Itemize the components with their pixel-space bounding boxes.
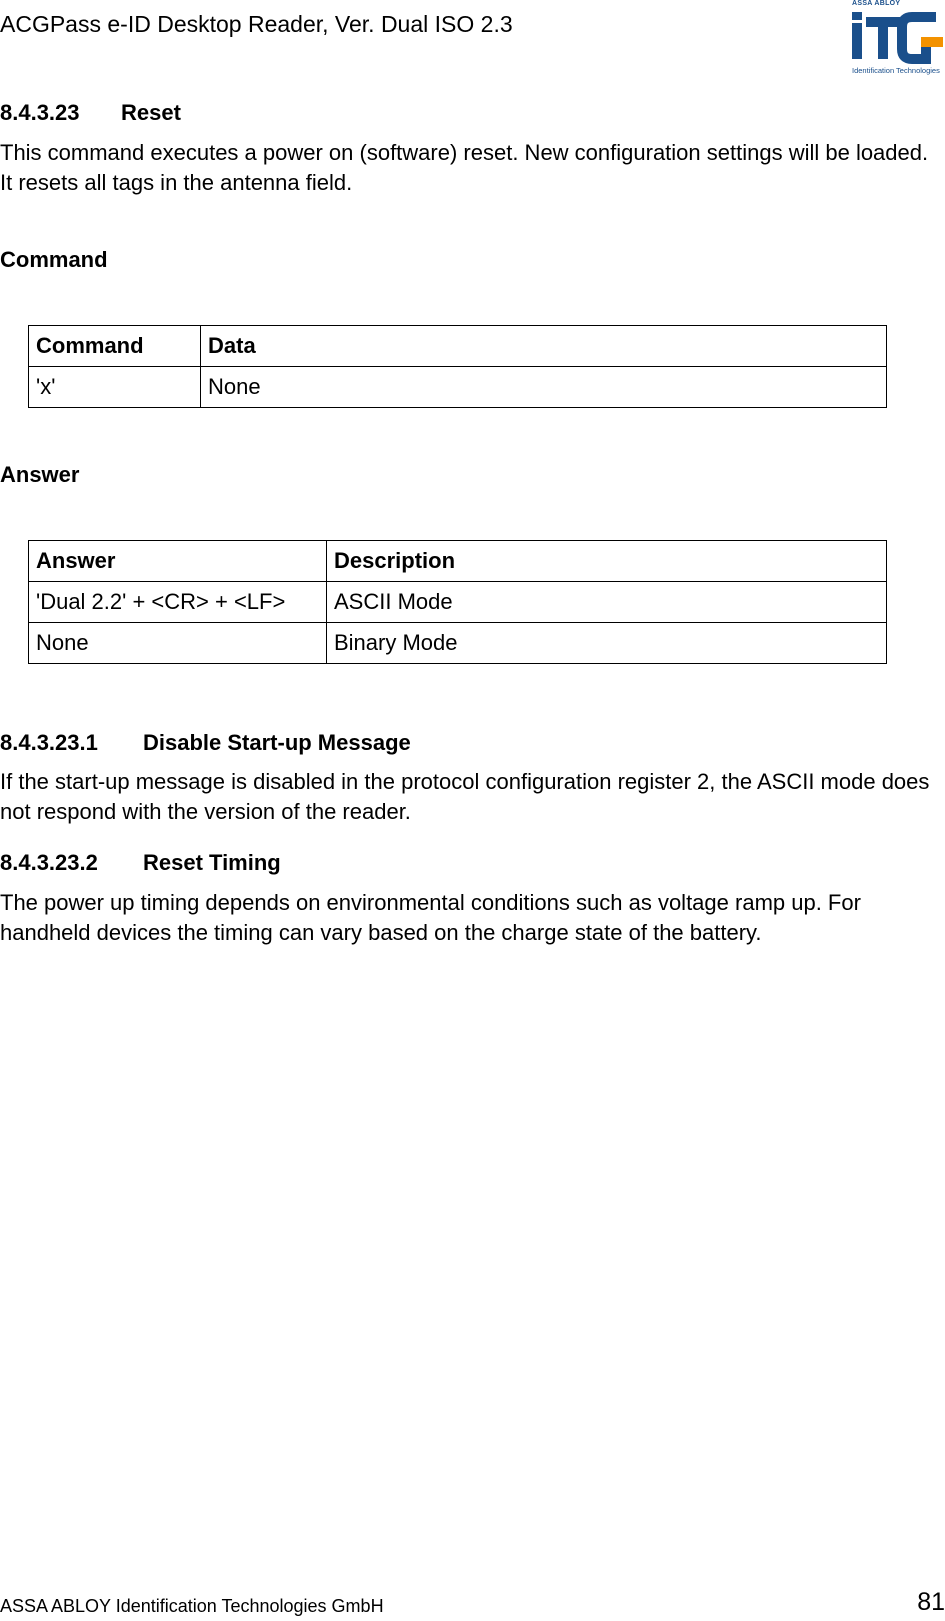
table-row	[29, 582, 887, 623]
document-header-title: ACGPass e-ID Desktop Reader, Ver. Dual ISO 2.3	[0, 11, 513, 37]
logo-brand-top: ASSA ABLOY	[852, 0, 901, 7]
itg-logo	[850, 0, 945, 80]
section-number: 8.4.3.23	[0, 100, 80, 125]
table-header-row	[29, 541, 887, 582]
footer-company: ASSA ABLOY Identification Technologies GmbH	[0, 1596, 384, 1616]
subsection-text: The power up timing depends on environmental conditions such as voltage ramp up. For handheld devices the timing can vary based on the charge state of the battery.	[0, 890, 861, 945]
subsection-heading	[0, 730, 411, 756]
table-row	[29, 623, 887, 664]
column-header-command: Command	[29, 326, 201, 367]
subsection-number: 8.4.3.23.2	[0, 850, 98, 875]
table-row	[29, 367, 887, 408]
logo-brand-sub: Identification Technologies	[852, 66, 940, 75]
table-header-row	[29, 326, 887, 367]
footer-page-number: 81	[917, 1588, 945, 1616]
column-header-data: Data	[201, 326, 887, 367]
answer-heading: Answer	[0, 462, 80, 487]
section-description: This command executes a power on (software) reset. New configuration settings will be loaded. It resets all tags in the antenna field.	[0, 140, 929, 195]
table-cell: ASCII Mode	[327, 582, 887, 623]
column-header-answer: Answer	[29, 541, 327, 582]
table-cell: None	[201, 367, 887, 408]
logo-itg-mark	[850, 12, 945, 64]
answer-table	[28, 540, 887, 664]
subsection-title: Reset Timing	[143, 850, 281, 875]
subsection-heading	[0, 850, 281, 876]
table-cell: 'x'	[29, 367, 201, 408]
section-title: Reset	[121, 100, 181, 125]
section-heading	[0, 100, 181, 126]
table-cell: None	[29, 623, 327, 664]
table-cell: 'Dual 2.2' + <CR> + <LF>	[29, 582, 327, 623]
command-heading: Command	[0, 247, 108, 272]
column-header-description: Description	[327, 541, 887, 582]
subsection-title: Disable Start-up Message	[143, 730, 411, 755]
table-cell: Binary Mode	[327, 623, 887, 664]
subsection-text: If the start-up message is disabled in the protocol configuration register 2, the ASCII mode does not respond with the version of the reader.	[0, 769, 930, 824]
subsection-number: 8.4.3.23.1	[0, 730, 98, 755]
command-table	[28, 325, 887, 408]
